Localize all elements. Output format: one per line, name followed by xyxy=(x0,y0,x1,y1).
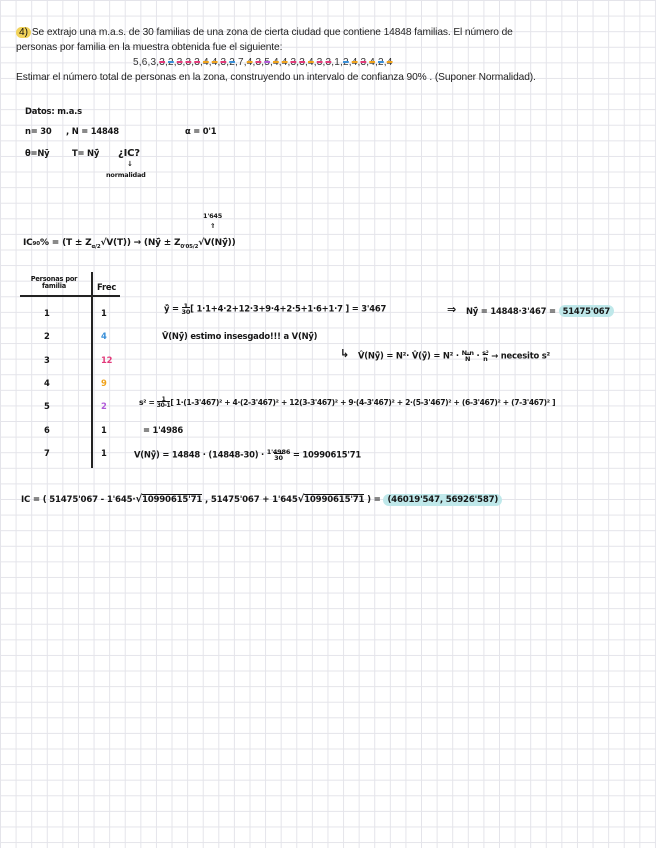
table-cell-persons: 6 xyxy=(44,424,50,435)
sequence-value: 4 xyxy=(351,57,358,68)
sequence-separator: , xyxy=(313,57,317,68)
up-arrow-icon: ⇑ xyxy=(210,222,216,230)
sequence-value: 2 xyxy=(378,57,384,68)
sequence-value: 6 xyxy=(141,57,148,68)
table-header-frec: Frec xyxy=(97,282,117,292)
total-variance: V(Nȳ̂) = 14848 · (14848-30) · 1'4986 30 = 10990615'71 xyxy=(134,448,362,462)
sequence-value: 3 xyxy=(176,57,183,68)
table-cell-frequency: 1 xyxy=(101,447,107,458)
table-cell-frequency: 2 xyxy=(101,401,107,412)
table-column-divider xyxy=(91,272,93,468)
sample-sequence xyxy=(133,57,393,68)
sequence-separator: , xyxy=(331,57,335,68)
sequence-value: 3 xyxy=(316,57,323,68)
sequence-value: 4 xyxy=(386,57,393,68)
sequence-separator: , xyxy=(348,57,352,68)
sequence-value: 1 xyxy=(334,57,341,68)
n-value: n= 30 xyxy=(25,126,52,136)
alpha-value: α = 0'1 xyxy=(185,126,217,136)
problem-line-3: Estimar el número total de personas en la zona, construyendo un intervalo de confianza 90% . (Suponer Normalidad). xyxy=(16,72,536,83)
sequence-value: 3 xyxy=(185,57,192,68)
sequence-value: 4 xyxy=(246,57,253,68)
sequence-separator: , xyxy=(261,57,265,68)
total-estimate: Nȳ̂ = 14848·3'467 = 51475'067 xyxy=(466,306,614,316)
sequence-value: 2 xyxy=(343,57,349,68)
sequence-separator: , xyxy=(243,57,247,68)
sequence-value: 4 xyxy=(369,57,376,68)
s2-result: = 1'4986 xyxy=(143,425,184,435)
theta-def: θ=Nȳ xyxy=(25,148,50,158)
z-value-label: 1'645 xyxy=(203,212,223,220)
sequence-value: 4 xyxy=(211,57,218,68)
sequence-separator: , xyxy=(147,57,151,68)
sequence-value: 5 xyxy=(133,57,139,68)
sequence-value: 2 xyxy=(168,57,174,68)
sequence-value: 3 xyxy=(255,57,262,68)
sequence-separator: , xyxy=(235,57,238,68)
total-estimate-highlight: 51475'067 xyxy=(559,305,614,317)
sequence-value: 4 xyxy=(273,57,279,68)
sequence-separator: , xyxy=(366,57,370,68)
table-cell-frequency: 1 xyxy=(101,308,107,318)
sequence-value: 5 xyxy=(264,57,271,68)
problem-line-1: 4) Se extrajo una m.a.s. de 30 familias de una zona de cierta ciudad que contiene 14848 familias. El número de xyxy=(16,27,513,38)
sequence-value: 3 xyxy=(299,57,306,68)
N-value: , N = 14848 xyxy=(66,126,119,136)
sequence-value: 3 xyxy=(290,57,297,68)
sequence-separator: , xyxy=(340,57,343,68)
problem-number-badge: 4) xyxy=(16,27,31,38)
sequence-separator: , xyxy=(287,57,291,68)
estimator-def: T= Nȳ̂ xyxy=(72,148,100,158)
ybar-estimate: ȳ̂ = 1 30[ 1·1+4·2+12·3+9·4+2·5+1·6+1·7 ] = 3'467 xyxy=(164,302,387,316)
table-cell-persons: 7 xyxy=(44,447,50,458)
ic-question: ¿IC? xyxy=(118,148,140,159)
sequence-separator: , xyxy=(208,57,212,68)
sequence-separator: , xyxy=(383,57,387,68)
sequence-value: 3 xyxy=(220,57,227,68)
table-cell-frequency: 1 xyxy=(101,424,107,435)
table-cell-frequency: 4 xyxy=(101,331,107,342)
table-cell-persons: 5 xyxy=(44,401,50,412)
sequence-separator: , xyxy=(165,57,168,68)
sequence-separator: , xyxy=(322,57,326,68)
arrow-down-icon: ↓ xyxy=(127,160,133,168)
sequence-value: 3 xyxy=(325,57,332,68)
s2-formula: s² = 1 30-1[ 1·(1-3'467)² + 4·(2-3'467)² + 12(3-3'467)² + 9·(4-3'467)² + 2·(5-3'467)² + (6-3'467)² + (7-3'467)² ] xyxy=(139,396,556,409)
sequence-separator: , xyxy=(270,57,273,68)
sequence-value: 3 xyxy=(194,57,201,68)
sequence-separator: , xyxy=(191,57,195,68)
sequence-value: 4 xyxy=(281,57,288,68)
table-cell-frequency: 9 xyxy=(101,377,107,388)
variance-formula: V̂(Nȳ̂) = N²· V̂(ȳ̂) = N² · N-n N · s² n → necesito s² xyxy=(358,349,551,363)
sequence-separator: , xyxy=(252,57,256,68)
sequence-value: 3 xyxy=(360,57,367,68)
table-cell-persons: 1 xyxy=(44,308,50,318)
final-interval: IC = ( 51475'067 - 1'645·√10990615'71 , 51475'067 + 1'645√10990615'71 ) = (46019'547, 56926'587) xyxy=(21,494,502,505)
sequence-separator: , xyxy=(182,57,186,68)
table-cell-persons: 2 xyxy=(44,331,50,342)
table-cell-persons: 3 xyxy=(44,354,50,365)
sequence-separator: , xyxy=(173,57,177,68)
sequence-value: 3 xyxy=(150,57,157,68)
sequence-separator: , xyxy=(138,57,142,68)
sequence-separator: , xyxy=(156,57,160,68)
sequence-separator: , xyxy=(375,57,378,68)
final-interval-highlight: (46019'547, 56926'587) xyxy=(383,494,502,506)
implies-icon: ⇒ xyxy=(447,303,457,316)
table-header-divider xyxy=(20,295,120,297)
table-header-persons: Personas por familia xyxy=(30,275,78,290)
hook-arrow-icon: ↳ xyxy=(340,347,350,360)
table-cell-persons: 4 xyxy=(44,377,50,388)
sequence-separator: , xyxy=(305,57,308,68)
sequence-separator: , xyxy=(217,57,221,68)
sequence-separator: , xyxy=(296,57,300,68)
table-cell-frequency: 12 xyxy=(101,354,113,365)
sequence-separator: , xyxy=(357,57,361,68)
sequence-value: 4 xyxy=(308,57,314,68)
problem-line-2: personas por familia en la muestra obtenida fue el siguiente: xyxy=(16,42,283,53)
sequence-value: 2 xyxy=(229,57,236,68)
insesgado-note: V̂(Nȳ̂) estimo insesgado!!! a V(Nȳ̂) xyxy=(162,331,318,341)
sequence-separator: , xyxy=(200,57,203,68)
sequence-separator: , xyxy=(278,57,282,68)
sequence-value: 4 xyxy=(203,57,209,68)
datos-label: Datos: m.a.s xyxy=(25,106,82,116)
ic-formula: $IC_{90}\% = (T \pm Z_{\alpha/2}√V(T))$ → (Nȳ̂ ± $Z_{0'05/2}√V(Nȳ̂)$) xyxy=(23,238,236,250)
sequence-value: 3 xyxy=(159,57,166,68)
normalidad-label: normalidad xyxy=(106,171,146,179)
sequence-value: 7 xyxy=(238,57,244,68)
sequence-separator: , xyxy=(226,57,230,68)
